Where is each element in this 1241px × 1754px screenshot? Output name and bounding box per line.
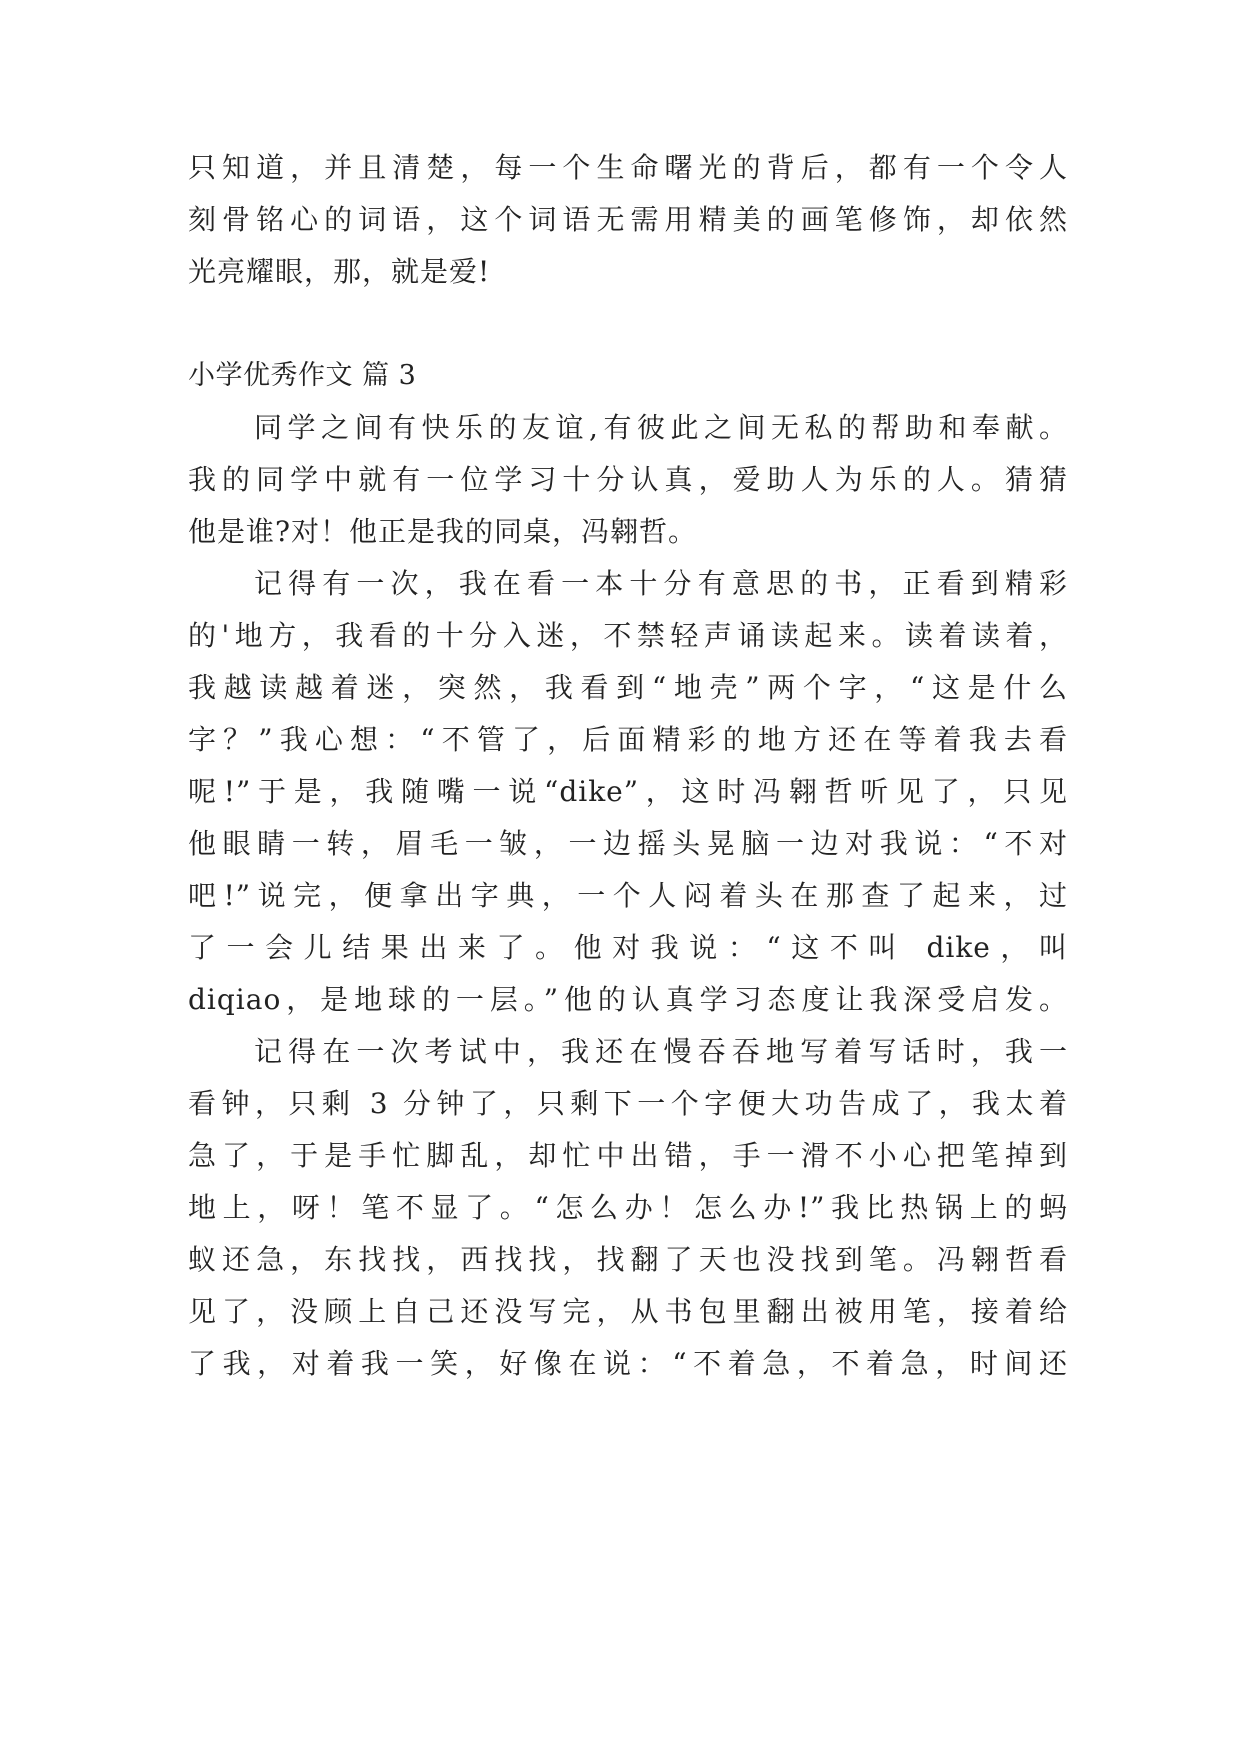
para2-line-5: 呢!”于是，我随嘴一说“dike”，这时冯翱哲听见了，只见 [188,775,1068,808]
para3-line-7: 了我，对着我一笑，好像在说：“不着急，不着急，时间还 [188,1347,1068,1380]
para2-line-4: 字？”我心想：“不管了，后面精彩的地方还在等着我去看 [188,723,1068,756]
intro-line-2: 刻骨铭心的词语，这个词语无需用精美的画笔修饰，却依然 [188,203,1068,236]
para2-line-7: 吧!”说完，便拿出字典，一个人闷着头在那查了起来，过 [188,879,1068,912]
intro-line-1: 只知道，并且清楚，每一个生命曙光的背后，都有一个令人 [188,151,1068,184]
para2-line-6: 他眼睛一转，眉毛一皱，一边摇头晃脑一边对我说：“不对 [188,827,1068,860]
para3-line-1: 记得在一次考试中，我还在慢吞吞地写着写话时，我一 [254,1035,1068,1068]
para3-line-2: 看钟，只剩 3 分钟了，只剩下一个字便大功告成了，我太着 [188,1087,1068,1120]
section-heading: 小学优秀作文 篇 3 [188,360,417,391]
para3-line-5: 蚁还急，东找找，西找找，找翻了天也没找到笔。冯翱哲看 [188,1243,1068,1276]
para2-line-8: 了一会儿结果出来了。他对我说：“这不叫 dike，叫 [188,931,1068,964]
para1-line-2: 我的同学中就有一位学习十分认真，爱助人为乐的人。猜猜 [188,463,1068,496]
para2-line-9: diqiao，是地球的一层。”他的认真学习态度让我深受启发。 [188,983,1068,1016]
para2-line-3: 我越读越着迷，突然，我看到“地壳”两个字，“这是什么 [188,671,1068,704]
intro-line-3: 光亮耀眼，那，就是爱! [188,255,491,288]
para1-line-3: 他是谁?对！他正是我的同桌，冯翱哲。 [188,515,698,548]
para3-line-3: 急了，于是手忙脚乱，却忙中出错，手一滑不小心把笔掉到 [188,1139,1068,1172]
para2-line-2: 的'地方，我看的十分入迷，不禁轻声诵读起来。读着读着， [188,619,1068,652]
para3-line-4: 地上，呀！笔不显了。“怎么办！怎么办!”我比热锅上的蚂 [188,1191,1068,1224]
para1-line-1: 同学之间有快乐的友谊,有彼此之间无私的帮助和奉献。 [254,411,1068,444]
para3-line-6: 见了，没顾上自己还没写完，从书包里翻出被用笔，接着给 [188,1295,1068,1328]
para2-line-1: 记得有一次，我在看一本十分有意思的书，正看到精彩 [254,567,1068,600]
